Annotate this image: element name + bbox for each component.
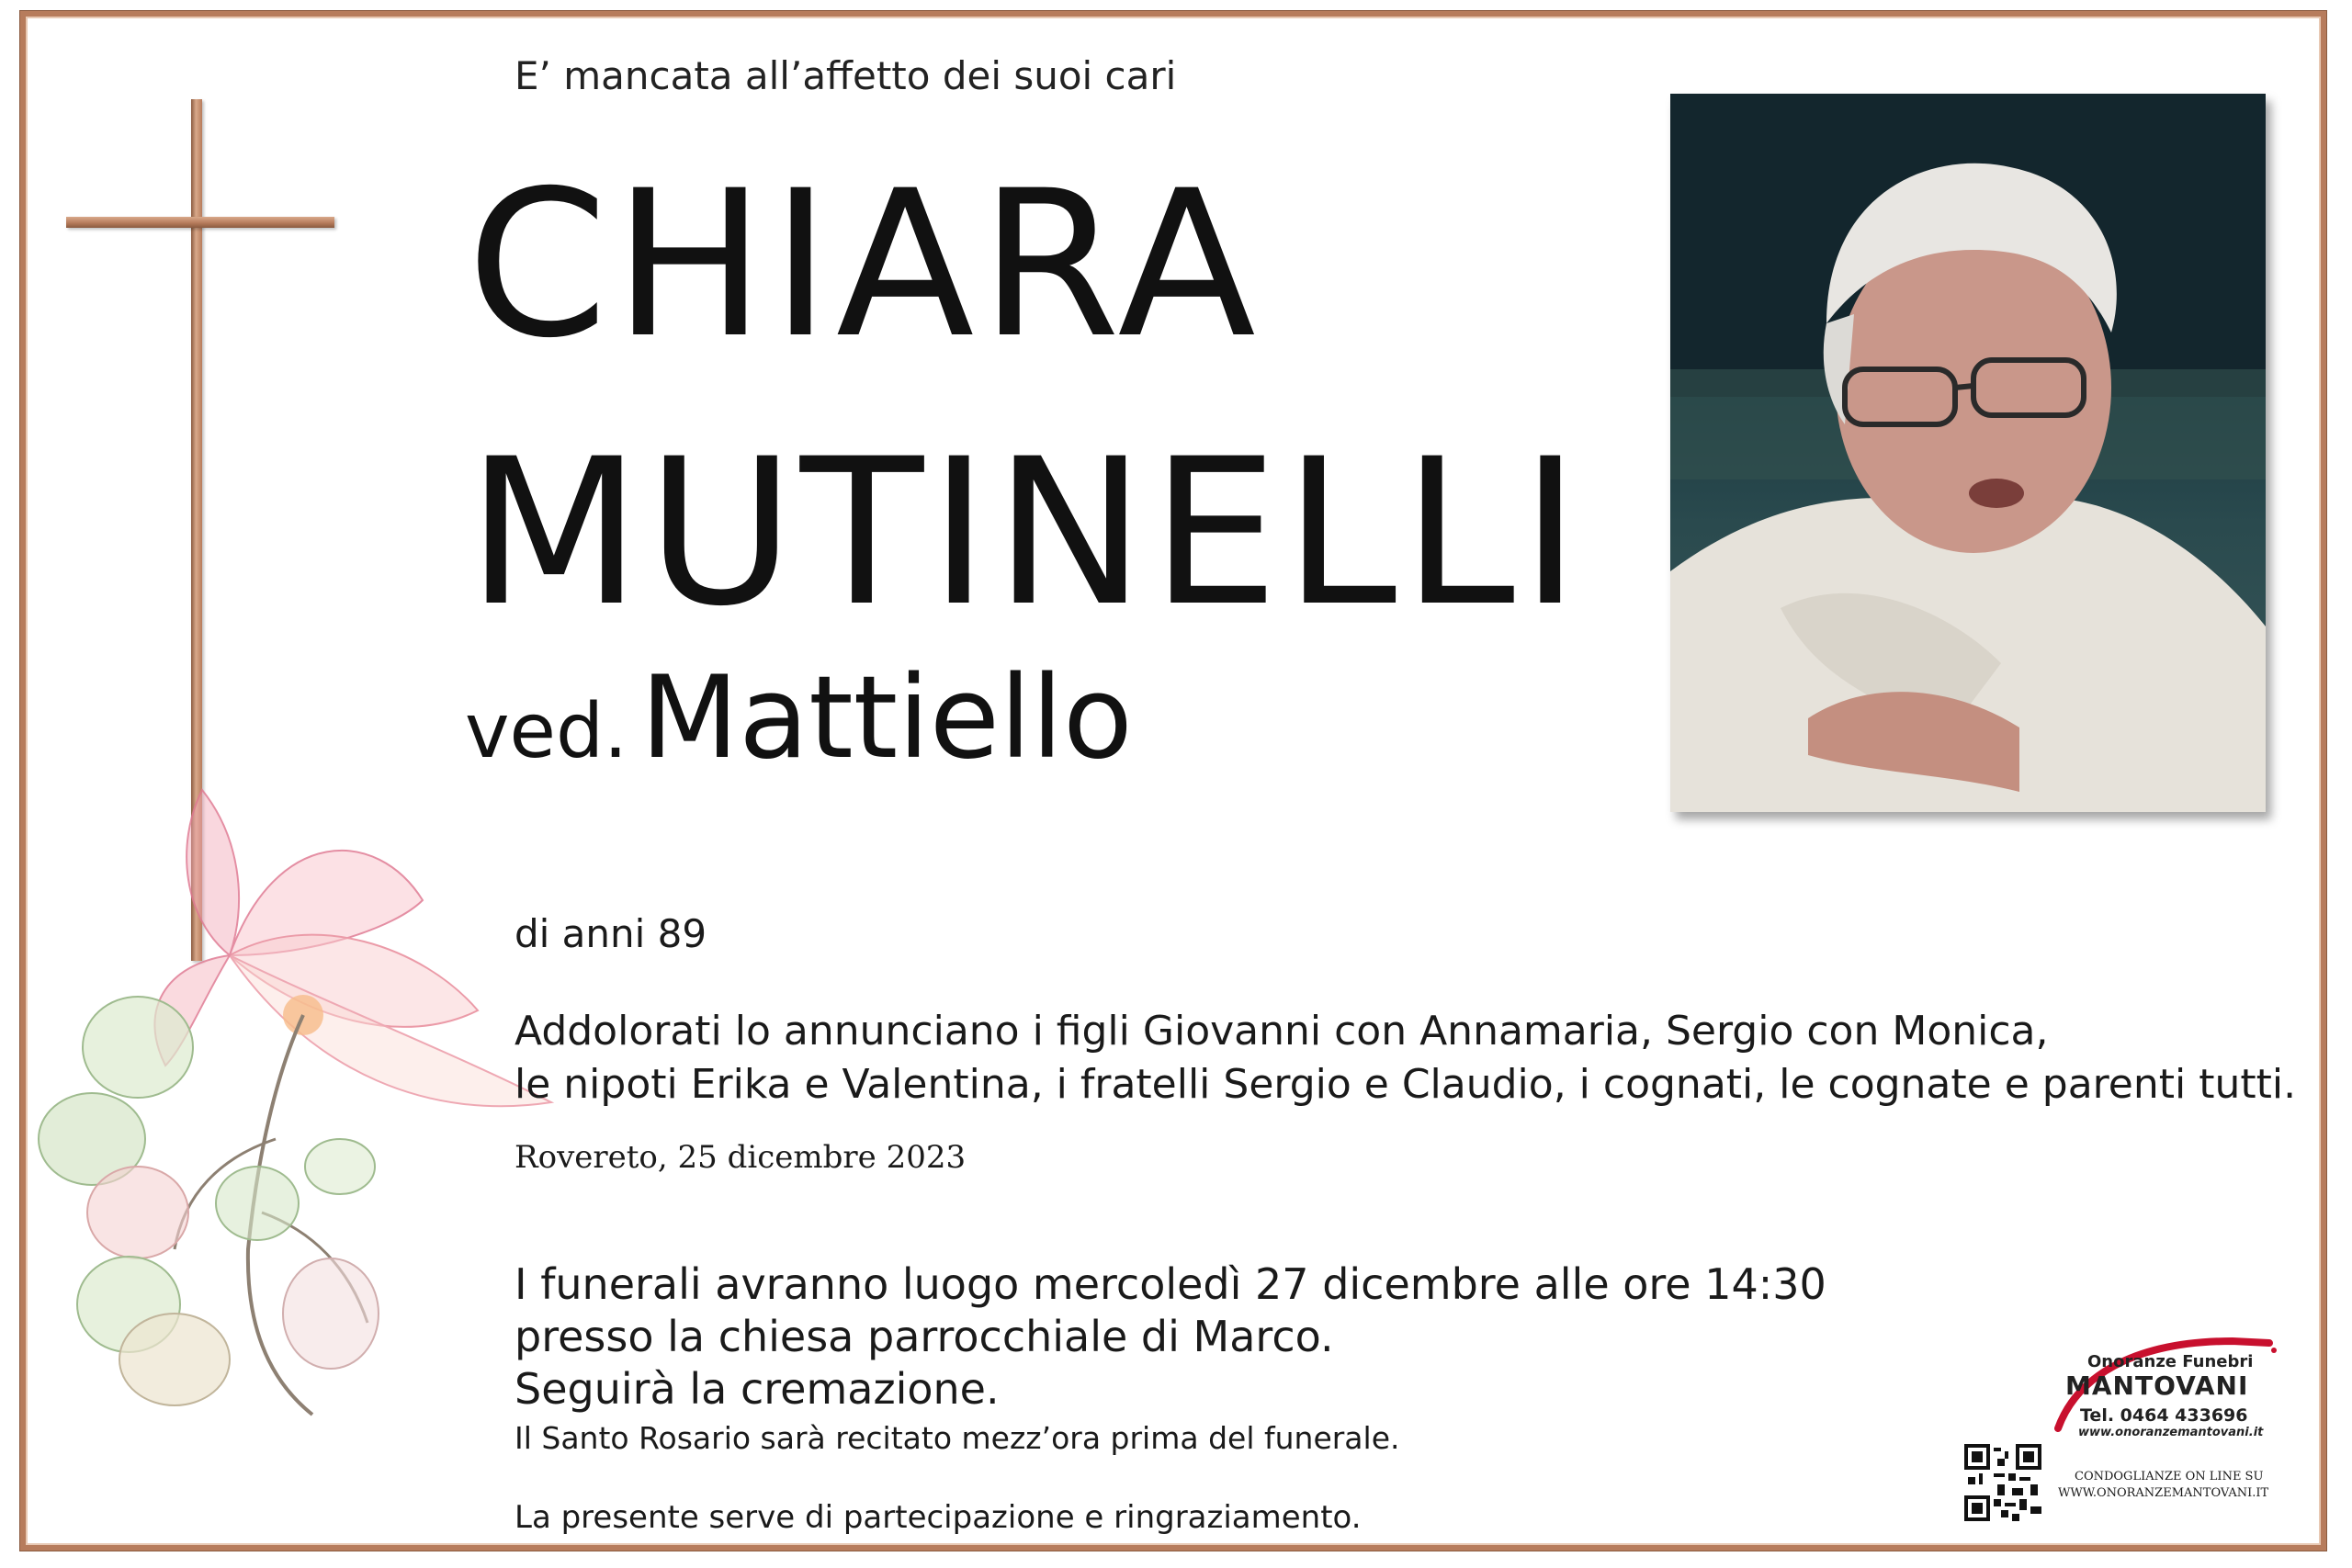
married-name-line bbox=[465, 652, 1133, 784]
funeral-info bbox=[514, 1258, 1826, 1416]
funeral-home-name: MANTOVANI bbox=[2065, 1371, 2249, 1401]
first-name: CHIARA bbox=[467, 147, 1261, 382]
age-text: di anni 89 bbox=[514, 911, 707, 956]
announcement bbox=[514, 1005, 2296, 1111]
condolences-url[interactable]: WWW.ONORANZEMANTOVANI.IT bbox=[2058, 1486, 2269, 1500]
place-date: Rovereto, 25 dicembre 2023 bbox=[514, 1139, 967, 1176]
funeral-home-phone: Tel. 0464 433696 bbox=[2080, 1405, 2248, 1426]
funeral-home-tagline: Onoranze Funebri bbox=[2087, 1352, 2254, 1371]
intro-text: E’ mancata all’affetto dei suoi cari bbox=[514, 53, 1177, 98]
qr-code[interactable] bbox=[1964, 1444, 2041, 1521]
portrait-photo bbox=[1670, 94, 2266, 812]
funeral-line-3: Seguirà la cremazione. bbox=[514, 1364, 1000, 1414]
thanks-note: La presente serve di partecipazione e ringraziamento. bbox=[514, 1499, 1362, 1536]
funeral-home-website: www.onoranzemantovani.it bbox=[2078, 1426, 2264, 1439]
rosary-note: Il Santo Rosario sarà recitato mezz’ora prima del funerale. bbox=[514, 1420, 1400, 1456]
flower-illustration bbox=[37, 772, 588, 1451]
widow-prefix: ved. bbox=[465, 688, 628, 775]
condolences-label: CONDOGLIANZE ON LINE SU bbox=[2075, 1470, 2264, 1483]
last-name: MUTINELLI bbox=[467, 415, 1586, 650]
announce-line-2: le nipoti Erika e Valentina, i fratelli Sergio e Claudio, i cognati, le cognate e parenti tutti. bbox=[514, 1061, 2297, 1108]
announce-line-1: Addolorati lo annunciano i figli Giovanni con Annamaria, Sergio con Monica, bbox=[514, 1008, 2049, 1055]
funeral-line-1: I funerali avranno luogo mercoledì 27 dicembre alle ore 14:30 bbox=[514, 1259, 1826, 1309]
funeral-line-2: presso la chiesa parrocchiale di Marco. bbox=[514, 1312, 1334, 1361]
cross-arm bbox=[66, 217, 334, 228]
married-name: Mattiello bbox=[640, 652, 1133, 784]
